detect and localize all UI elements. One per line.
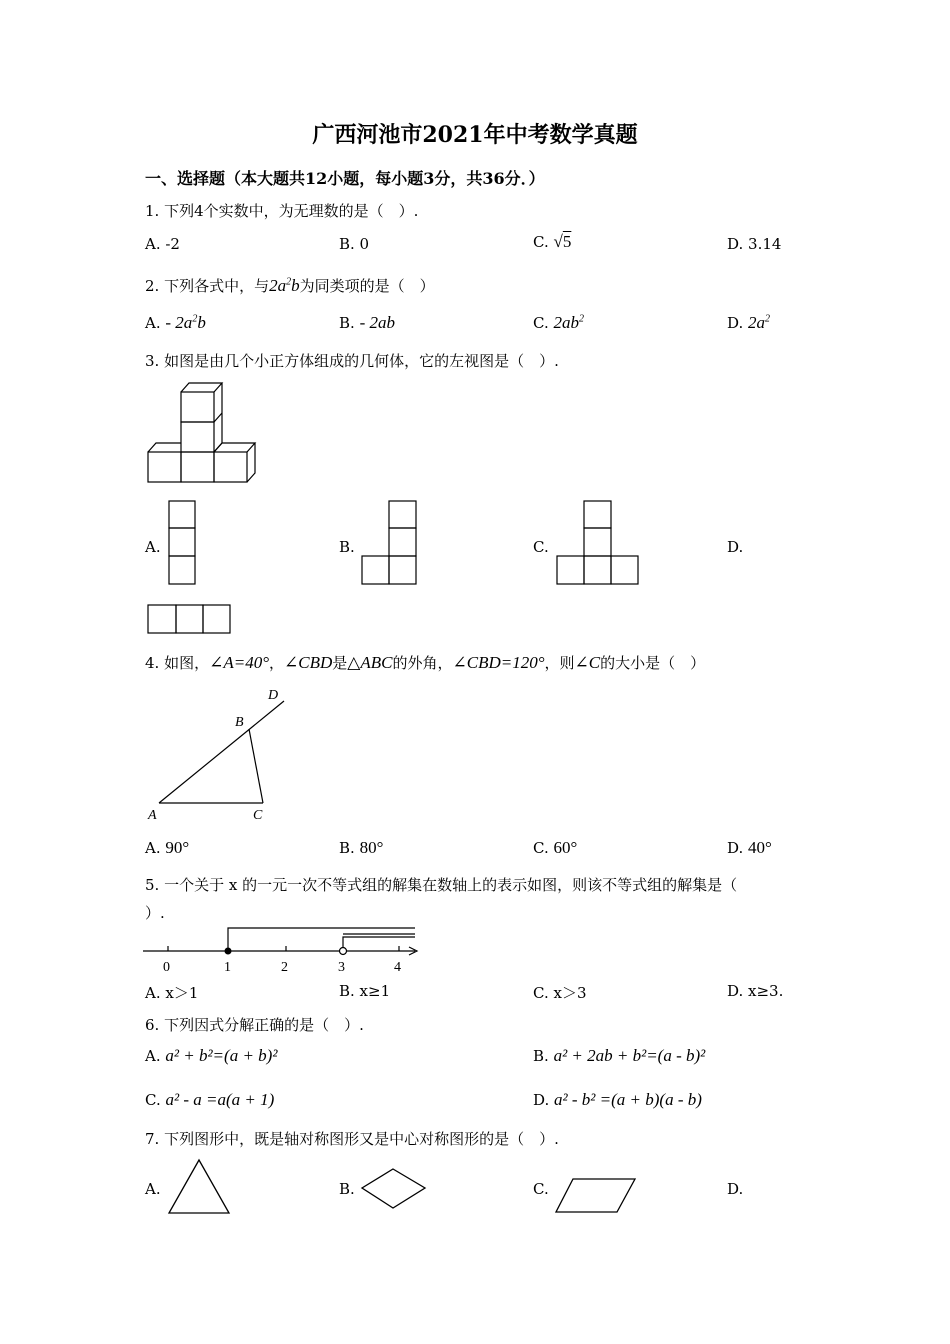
q5-stem-line-1: 5. 一个关于 x 的一元一次不等式组的解集在数轴上的表示如图，则该不等式组的解集是（: [145, 876, 738, 894]
q4-stem-math-3: △ABC: [347, 653, 393, 672]
q5-option-b[interactable]: B. x≥1: [339, 982, 391, 1000]
q2-stem-text-2: 为同类项的是（ ）: [299, 277, 435, 295]
q3-option-c[interactable]: C.: [533, 538, 549, 556]
q2-stem-text-1: 2. 下列各式中，与: [145, 277, 270, 295]
q4-stem-math-5: ∠C: [574, 653, 601, 672]
q7-option-c[interactable]: C.: [533, 1180, 549, 1198]
q3-option-b-figure: [361, 500, 421, 586]
q6-option-b[interactable]: [533, 1046, 705, 1066]
q2-option-d-label: D.: [727, 314, 744, 332]
q5-option-c[interactable]: C. x＞3: [533, 984, 587, 1002]
q2-option-d-math: [748, 313, 770, 332]
q3-option-a[interactable]: A.: [145, 538, 161, 556]
tick-3: 3: [338, 960, 345, 975]
line-a-to-d: [159, 701, 284, 803]
q4-option-b[interactable]: [339, 838, 383, 858]
q6-option-b-label: B.: [533, 1047, 549, 1065]
q4-stem: [145, 652, 705, 673]
q3-stem: 3. 如图是由几个小正方体组成的几何体，它的左视图是（ ）.: [145, 352, 559, 370]
q3-option-b[interactable]: B.: [339, 538, 355, 556]
q2-option-b-label: B.: [339, 314, 355, 332]
tick-1: 1: [224, 960, 231, 975]
q3-option-c-figure: [556, 500, 642, 586]
q6-option-d-math: a² - b² =(a + b)(a - b): [554, 1090, 702, 1109]
closed-point-1: [225, 948, 232, 955]
q1-option-a[interactable]: A. -2: [145, 235, 180, 253]
q3-option-d[interactable]: D.: [727, 538, 744, 556]
q2-option-c[interactable]: [533, 313, 584, 333]
q2-option-a-math: [165, 313, 205, 332]
q7-stem: 7. 下列图形中，既是轴对称图形又是中心对称图形的是（ ）.: [145, 1130, 559, 1148]
q2-d-base: 2a: [748, 313, 766, 332]
q7-triangle-icon: [168, 1158, 232, 1216]
q6-option-b-math: a² + 2ab + b²=(a - b)²: [553, 1046, 706, 1065]
label-a: A: [148, 808, 157, 823]
q5-stem-line-2: ）.: [145, 904, 165, 922]
q4-option-a[interactable]: [145, 838, 189, 858]
q7-parallelogram-icon: [555, 1177, 637, 1215]
q2-a-var: b: [197, 313, 206, 332]
q4-stem-text-3: 是: [332, 654, 348, 672]
q1-option-b[interactable]: B. 0: [339, 235, 370, 253]
q2-option-b[interactable]: [339, 313, 395, 333]
section-heading: 一、选择题（本大题共12小题，每小题3分，共36分．）: [145, 169, 545, 188]
label-c: C: [253, 808, 263, 823]
q6-option-d[interactable]: [533, 1090, 702, 1110]
q3-option-d-figure: [147, 604, 233, 636]
sqrt-symbol: √5: [553, 232, 572, 251]
q2-option-b-math: - 2ab: [359, 313, 395, 332]
q6-option-c-label: C.: [145, 1091, 161, 1109]
q2-option-c-math: [554, 313, 585, 332]
q2-d-exp: 2: [765, 313, 771, 325]
q4-stem-text-2: ，: [269, 654, 285, 672]
q1-option-c[interactable]: [533, 232, 571, 252]
q4-option-d-label: D.: [727, 839, 744, 857]
ray-from-3: [343, 937, 415, 951]
q5-option-d[interactable]: D. x≥3.: [727, 982, 784, 1000]
tick-4: 4: [394, 960, 401, 975]
q1-option-d[interactable]: D. 3.14: [727, 235, 782, 253]
q4-triangle-figure: [145, 682, 295, 827]
q4-option-a-value: 90°: [165, 838, 190, 857]
tick-0: 0: [163, 960, 170, 975]
q4-stem-text-5: ，则: [544, 654, 575, 672]
q4-stem-text-4: 的外角，: [392, 654, 453, 672]
label-d: D: [268, 688, 279, 703]
q6-option-a-math: a² + b²=(a + b)²: [165, 1046, 278, 1065]
q2-a-base: - 2a: [165, 313, 193, 332]
q1-stem: 1. 下列4个实数中，为无理数的是（ ）.: [145, 202, 419, 220]
q3-option-a-figure: [168, 500, 198, 586]
q4-option-d[interactable]: [727, 838, 772, 858]
q4-option-a-label: A.: [145, 839, 161, 857]
page-title: 广西河池市2021年中考数学真题: [312, 122, 638, 148]
q7-rhombus-icon: [360, 1167, 428, 1211]
q6-option-d-label: D.: [533, 1091, 550, 1109]
ray-from-1: [228, 928, 415, 951]
q2-stem: [145, 275, 435, 296]
q2-stem-math-base: 2a: [269, 276, 287, 295]
q4-stem-text-1: 4. 如图，: [145, 654, 210, 672]
q4-option-b-value: 80°: [359, 838, 384, 857]
q2-stem-math-var: b: [291, 276, 300, 295]
q6-option-a-label: A.: [145, 1047, 161, 1065]
label-b: B: [235, 715, 244, 730]
q2-stem-math: [269, 276, 300, 295]
tick-2: 2: [281, 960, 288, 975]
q6-option-c-math: a² - a =a(a + 1): [165, 1090, 275, 1109]
q1-option-c-radicand: 5: [562, 232, 572, 251]
q2-a-exp: 2: [192, 313, 198, 325]
q2-option-a-label: A.: [145, 314, 161, 332]
q2-stem-math-exp: 2: [286, 276, 292, 288]
q4-option-b-label: B.: [339, 839, 355, 857]
q4-stem-math-4: ∠CBD=120°: [452, 653, 545, 672]
q7-option-a[interactable]: A.: [145, 1180, 161, 1198]
q7-option-d[interactable]: D.: [727, 1180, 744, 1198]
q4-option-c[interactable]: [533, 838, 577, 858]
q4-stem-text-6: 的大小是（ ）: [600, 654, 706, 672]
q4-option-d-value: 40°: [748, 838, 772, 857]
q4-stem-math-1: ∠A=40°: [209, 653, 269, 672]
q2-option-d[interactable]: [727, 313, 770, 333]
q4-option-c-value: 60°: [553, 838, 578, 857]
q1-option-c-label: C.: [533, 233, 549, 251]
q6-stem: 6. 下列因式分解正确的是（ ）.: [145, 1016, 364, 1034]
q6-option-c[interactable]: [145, 1090, 274, 1110]
q7-option-b[interactable]: B.: [339, 1180, 355, 1198]
q2-option-a[interactable]: [145, 313, 206, 333]
q4-option-c-label: C.: [533, 839, 549, 857]
side-bc: [249, 729, 263, 803]
q2-option-c-label: C.: [533, 314, 549, 332]
q2-c-exp: 2: [579, 313, 584, 325]
q5-number-line: [143, 925, 428, 977]
q2-c-base: 2ab: [553, 313, 579, 332]
q3-solid-figure: [145, 380, 270, 490]
q4-stem-math-2: ∠CBD: [284, 653, 333, 672]
q6-option-a[interactable]: [145, 1046, 277, 1066]
open-point-3: [340, 948, 347, 955]
q5-option-a[interactable]: A. x＞1: [145, 984, 199, 1002]
